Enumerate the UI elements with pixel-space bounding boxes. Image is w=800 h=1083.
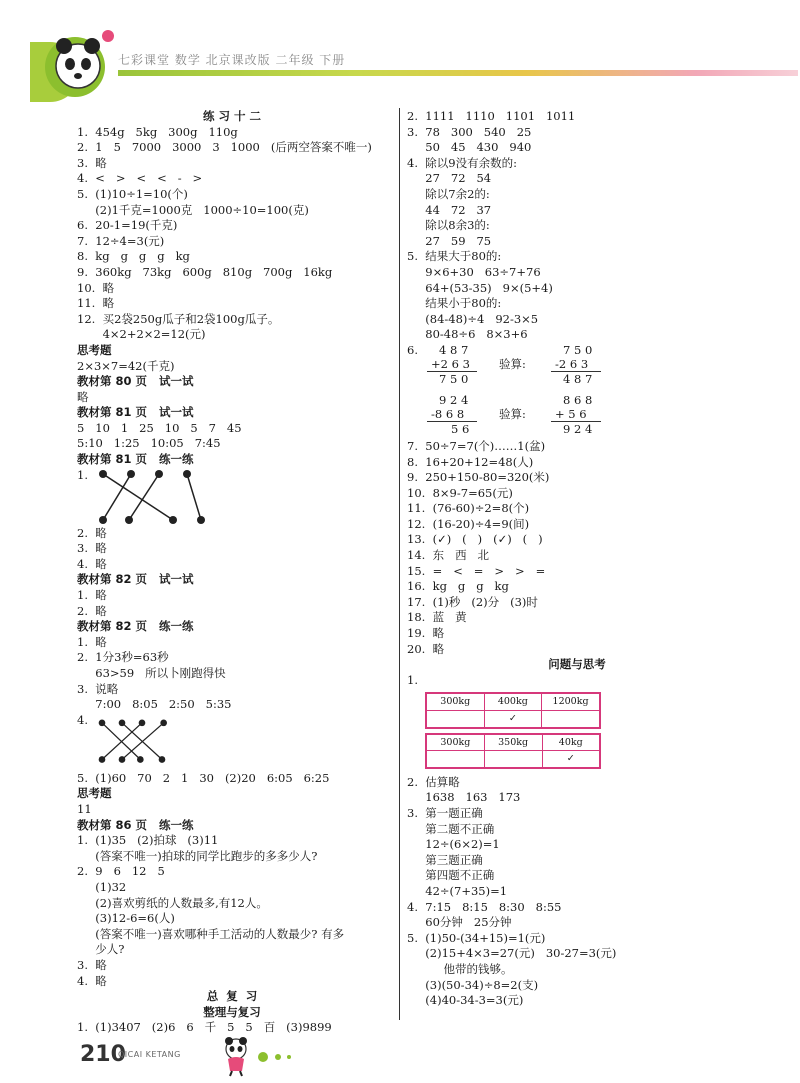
answer-line: 8. 16+20+12=48(人)	[407, 454, 534, 469]
answer-line: 3. 第一题正确	[407, 805, 483, 820]
answer-line: 4. 7:15 8:15 8:30 8:55	[407, 899, 562, 914]
check-cell: ✓	[542, 751, 600, 768]
think-title: 思考题	[77, 342, 112, 357]
review-title: 总 复 习	[206, 989, 258, 1004]
answer-line: 16. kg g g kg	[407, 579, 509, 594]
answer-line: 4. 略	[77, 973, 107, 988]
page80-title: 教材第 80 页 试一试	[77, 374, 194, 389]
answer-line: 6. 20-1=19(千克)	[77, 218, 178, 233]
answer-line: 5. 结果大于80的:	[407, 249, 502, 264]
left-column	[77, 109, 387, 1036]
answer-line: 50 45 430 940	[407, 140, 532, 155]
answer-line: 2. 略	[77, 525, 107, 540]
panda-mascot-icon	[30, 22, 120, 102]
calc-underline	[427, 371, 477, 372]
answer-line: 1. (1)35 (2)拍球 (3)11	[77, 833, 219, 848]
answer-line: (3)12-6=6(人)	[77, 911, 175, 926]
matching-q1	[77, 468, 387, 526]
answer-line: 除以8余3的:	[407, 218, 490, 233]
calc-mid: +2 6 3	[431, 356, 470, 371]
question-number: 6.	[407, 342, 418, 357]
calc-mid: -8 6 8	[431, 406, 465, 421]
answer-line: 7. 50÷7=7(个)……1(盆)	[407, 438, 546, 453]
answer-line: 1. 略	[77, 634, 107, 649]
page-number: 210	[80, 1042, 126, 1067]
page82a-answers	[77, 588, 387, 619]
answer-line: 64+(53-35) 9×(5+4)	[407, 280, 553, 295]
answer-line: 11. (76-60)÷2=8(个)	[407, 501, 530, 516]
answer-line: 少人?	[77, 942, 125, 957]
answer-line: 5 10 1 25 10 5 7 45	[77, 420, 242, 435]
answer-line: 19. 略	[407, 626, 445, 641]
answer-line: (答案不唯一)喜欢哪种手工活动的人数最少? 有多	[77, 926, 345, 941]
page86-title: 教材第 86 页 练一练	[77, 817, 194, 832]
answer-line: 2. 9 6 12 5	[77, 864, 165, 879]
page82b-q5: 5. (1)60 70 2 1 30 (2)20 6:05 6:25	[77, 770, 330, 785]
vertical-calc-row2	[427, 393, 687, 439]
table-cell: 350kg	[484, 734, 542, 751]
answer-line: 9×6+30 63÷7+76	[407, 264, 541, 279]
think2-answer: 11	[77, 801, 92, 816]
table-cell: 40kg	[542, 734, 600, 751]
answer-line: 9. 360kg 73kg 600g 810g 700g 16kg	[77, 264, 333, 279]
answer-line: (答案不唯一)拍球的同学比跑步的多多少人?	[77, 848, 318, 863]
page86-answers	[77, 833, 387, 989]
vertical-calc-row1	[427, 343, 687, 389]
answer-line: 18. 蓝 黄	[407, 610, 467, 625]
table-cell: 300kg	[426, 693, 484, 710]
answer-line: 12. (16-20)÷4=9(间)	[407, 516, 530, 531]
answer-line: 60分钟 25分钟	[407, 915, 512, 930]
table-cell: 300kg	[426, 734, 484, 751]
check-cell	[542, 711, 600, 728]
vertical-calculations	[427, 343, 687, 439]
answer-line: (4)40-34-3=3(元)	[407, 993, 524, 1008]
answer-line: 63>59 所以卜刚跑得快	[77, 666, 226, 680]
answer-line: 11. 略	[77, 296, 115, 311]
page82a-title: 教材第 82 页 试一试	[77, 572, 194, 587]
answer-line: (2)喜欢剪纸的人数最多,有12人。	[77, 895, 268, 910]
book-series-title: 七彩课堂 数学 北京课改版 二年级 下册	[118, 53, 346, 67]
check-top: 8 6 8	[563, 392, 593, 407]
table-cell: 400kg	[484, 693, 542, 710]
answer-line: 1. 454g 5kg 300g 110g	[77, 124, 238, 139]
column-divider	[399, 108, 400, 1020]
answer-line: 4. < > < < - >	[77, 171, 203, 186]
check-mid: + 5 6	[555, 406, 587, 421]
answer-line: 42÷(7+35)=1	[407, 883, 508, 898]
page81b-answers	[77, 526, 387, 573]
answer-line: 除以7余2的:	[407, 186, 490, 201]
answer-line: (84-48)÷4 92-3×5	[407, 311, 539, 326]
vertical-calc-q6	[407, 343, 797, 439]
answer-line: 2. 估算略	[407, 774, 460, 789]
answer-line: 2. 1111 1110 1101 1011	[407, 109, 576, 123]
answer-line: 17. (1)秒 (2)分 (3)时	[407, 594, 538, 609]
calc-underline	[551, 421, 601, 422]
check-cell	[484, 751, 542, 768]
section2-title: 问题与思考	[548, 657, 606, 672]
right-column	[407, 109, 797, 1009]
think-answer: 2×3×7=42(千克)	[77, 358, 175, 373]
page81b-title: 教材第 81 页 练一练	[77, 452, 194, 467]
answer-line: 2. 略	[77, 603, 107, 618]
answer-line: 27 59 75	[407, 233, 492, 248]
answer-line: 14. 东 西 北	[407, 548, 490, 563]
answer-line: 12. 买2袋250g瓜子和2袋100g瓜子。	[77, 311, 280, 326]
answer-line: 27 72 54	[407, 171, 492, 186]
review-answer: 1. (1)3407 (2)6 6 千 5 5 百 (3)9899	[77, 1020, 332, 1035]
answer-line: 3. 略	[77, 541, 107, 556]
answer-line: 80-48÷6 8×3+6	[407, 327, 528, 342]
answer-line: 3. 说略	[77, 681, 119, 696]
matching-lines-diagram	[97, 468, 217, 526]
table-cell: 1200kg	[542, 693, 600, 710]
answer-line: 13. (✓) ( ) (✓) ( )	[407, 532, 543, 547]
answer-line: 4. 略	[77, 556, 107, 571]
panda-footer-icon	[216, 1035, 256, 1077]
answers-problems-thinking	[407, 775, 797, 1009]
answer-line: 他带的钱够。	[407, 961, 513, 976]
check-label: 验算:	[499, 406, 526, 421]
matching-lines-diagram	[97, 713, 197, 771]
answer-line: 第三题正确	[407, 852, 483, 867]
answer-line: 7:00 8:05 2:50 5:35	[77, 697, 232, 712]
brand-name: QICAI KETANG	[118, 1050, 181, 1059]
answer-line: 第二题不正确	[407, 821, 495, 836]
answer-line: 12÷(6×2)=1	[407, 837, 500, 852]
think2-title: 思考题	[77, 786, 112, 801]
answer-line: 9. 250+150-80=320(米)	[407, 470, 550, 485]
check-top: 7 5 0	[563, 342, 593, 357]
answer-line: 3. 略	[77, 957, 107, 972]
comparison-table-1	[425, 692, 601, 728]
check-result: 4 8 7	[563, 371, 593, 386]
answer-line: 15. = < = > > =	[407, 563, 546, 578]
section-title: 练 习 十 二	[202, 109, 261, 123]
answer-line: 第四题不正确	[407, 868, 495, 883]
comparison-tables	[425, 692, 601, 768]
answer-line: (3)(50-34)÷8=2(支)	[407, 977, 539, 992]
page81a-title: 教材第 81 页 试一试	[77, 405, 194, 420]
check-result: 9 2 4	[563, 421, 593, 436]
question-number: 4.	[77, 712, 88, 727]
check-mid: -2 6 3	[555, 356, 589, 371]
page80-answer: 略	[77, 389, 89, 404]
header-gradient-bar	[118, 70, 798, 76]
decorative-dots-icon	[258, 1052, 318, 1062]
exercise-12-answers	[77, 125, 387, 343]
question-number: 1.	[407, 672, 418, 687]
answer-line: 5:10 1:25 10:05 7:45	[77, 436, 221, 451]
comparison-table-2	[425, 733, 601, 769]
answer-line: 4. 除以9没有余数的:	[407, 155, 517, 170]
answers-2-5	[407, 109, 797, 343]
answer-line: 1638 163 173	[407, 790, 521, 805]
matching-q4	[77, 713, 387, 771]
review-subtitle: 整理与复习	[203, 1004, 261, 1019]
answer-line: 结果小于80的:	[407, 296, 502, 311]
question-number: 1.	[77, 467, 88, 482]
page81a-answers	[77, 421, 387, 452]
calc-underline	[551, 371, 601, 372]
answer-line: 20. 略	[407, 641, 445, 656]
answer-line: 3. 78 300 540 25	[407, 124, 532, 139]
check-cell	[426, 751, 484, 768]
answer-line: 5. (1)50-(34+15)=1(元)	[407, 930, 546, 945]
answer-line: 2. 1分3秒=63秒	[77, 650, 169, 665]
answer-line: 3. 略	[77, 155, 107, 170]
page82b-answers	[77, 635, 387, 713]
calc-result: 5 6	[451, 421, 470, 436]
answer-line: 4×2+2×2=12(元)	[77, 327, 206, 342]
answer-line: 8. kg g g g kg	[77, 249, 190, 264]
check-cell	[426, 711, 484, 728]
calc-top: 4 8 7	[439, 342, 469, 357]
calc-result: 7 5 0	[439, 371, 469, 386]
answer-line: 44 72 37	[407, 202, 492, 217]
answer-line: (1)32	[77, 879, 127, 894]
calc-underline	[427, 421, 477, 422]
calc-top: 9 2 4	[439, 392, 469, 407]
answer-line: 5. (1)10÷1=10(个)	[77, 186, 188, 201]
page82b-title: 教材第 82 页 练一练	[77, 619, 194, 634]
page-header	[0, 0, 800, 110]
answer-line: (2)15+4×3=27(元) 30-27=3(元)	[407, 946, 617, 961]
answer-line: 10. 8×9-7=65(元)	[407, 485, 513, 500]
answer-line: 7. 12÷4=3(元)	[77, 233, 165, 248]
check-label: 验算:	[499, 356, 526, 371]
answer-line: 10. 略	[77, 280, 115, 295]
answer-line: 2. 1 5 7000 3000 3 1000 (后两空答案不唯一)	[77, 140, 372, 155]
answer-line: (2)1千克=1000克 1000÷10=100(克)	[77, 202, 309, 217]
answer-line: 1. 略	[77, 588, 107, 603]
check-cell: ✓	[484, 711, 542, 728]
answers-7-20	[407, 439, 797, 657]
